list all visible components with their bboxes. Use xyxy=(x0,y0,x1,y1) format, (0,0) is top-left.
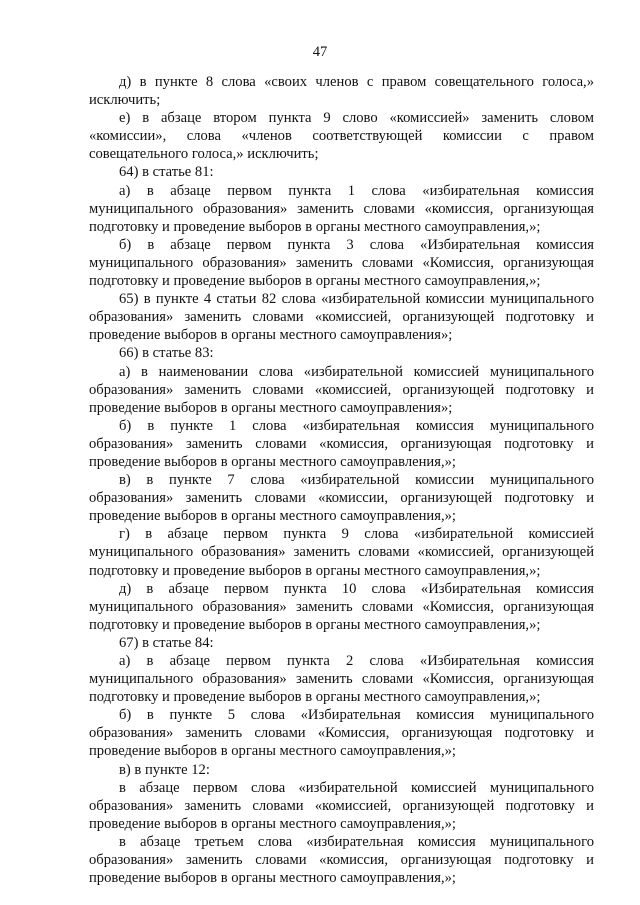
paragraph-b-item-3: б) в абзаце первом пункта 3 слова «Избирательная комиссия муниципального образования» заменить словами «Комиссия, организующая подготовку и проведение выборов в органы местного самоуправления,»; xyxy=(89,236,594,290)
paragraph-a-item-2: а) в абзаце первом пункта 2 слова «Избирательная комиссия муниципального образования» заменить словами «Комиссия, организующая подготовку и проведение выборов в органы местного самоуправления,»; xyxy=(89,653,594,706)
paragraph-v-item-7: в) в пункте 7 слова «избирательной комиссии муниципального образования» заменить словами «комиссии, организующей подготовку и проведение выборов в органы местного самоуправления,»; xyxy=(89,472,594,525)
paragraph-66-article-83: 66) в статье 83: xyxy=(119,345,214,362)
paragraph-g-item-9: г) в абзаце первом пункта 9 слова «избирательной комиссией муниципального образования» заменить словами «комиссией, организующей подготовку и проведение выборов в органы местного самоуправления,»; xyxy=(89,526,594,579)
paragraph-b-item-1: б) в пункте 1 слова «избирательная комиссия муниципального образования» заменить словами «комиссия, организующая подготовку и проведение выборов в органы местного самоуправления,»; xyxy=(89,417,594,470)
paragraph-first-abzac: в абзаце первом слова «избирательной комиссией муниципального образования» заменить словами «комиссией, организующей подготовку и проведение выборов в органы местного самоуправления,»; xyxy=(89,779,594,832)
paragraph-b-item-5: б) в пункте 5 слова «Избирательная комиссия муниципального образования» заменить словами «Комиссия, организующая подготовку и проведение выборов в органы местного самоуправления,»; xyxy=(89,707,594,760)
paragraph-third-abzac: в абзаце третьем слова «избирательная комиссия муниципального образования» заменить словами «комиссия, организующая подготовку и проведение выборов в органы местного самоуправления,»; xyxy=(89,833,594,887)
paragraph-a-title: а) в наименовании слова «избирательной комиссией муниципального образования» заменить словами «комиссией, организующей подготовку и проведение выборов в органы местного самоуправления»; xyxy=(89,363,594,416)
paragraph-d-item-10: д) в абзаце первом пункта 10 слова «Избирательная комиссия муниципального образования» заменить словами «Комиссия, организующая подготовку и проведение выборов в органы местного самоуправления,»; xyxy=(89,580,594,633)
paragraph-67-article-84: 67) в статье 84: xyxy=(119,634,214,651)
paragraph-d-item-8: д) в пункте 8 слова «своих членов с правом совещательного голоса,» исключить; xyxy=(89,74,594,109)
document-body xyxy=(89,73,594,887)
paragraph-v-item-12: в) в пункте 12: xyxy=(119,761,210,778)
paragraph-64-article-81: 64) в статье 81: xyxy=(119,164,214,181)
paragraph-a-item-1: а) в абзаце первом пункта 1 слова «избирательная комиссия муниципального образования» заменить словами «комиссия, организующая подготовку и проведение выборов в органы местного самоуправления,»; xyxy=(89,182,594,235)
page-number: 47 xyxy=(312,44,328,60)
paragraph-e-item-9: е) в абзаце втором пункта 9 слово «комиссией» заменить словом «комиссии», слова «членов соответствующей комиссии с правом совещательного голоса,» исключить; xyxy=(89,110,594,163)
paragraph-65-article-82: 65) в пункте 4 статьи 82 слова «избирательной комиссии муниципального образования» заменить словами «комиссией, организующей подготовку и проведение выборов в органы местного самоуправления»; xyxy=(89,291,594,344)
